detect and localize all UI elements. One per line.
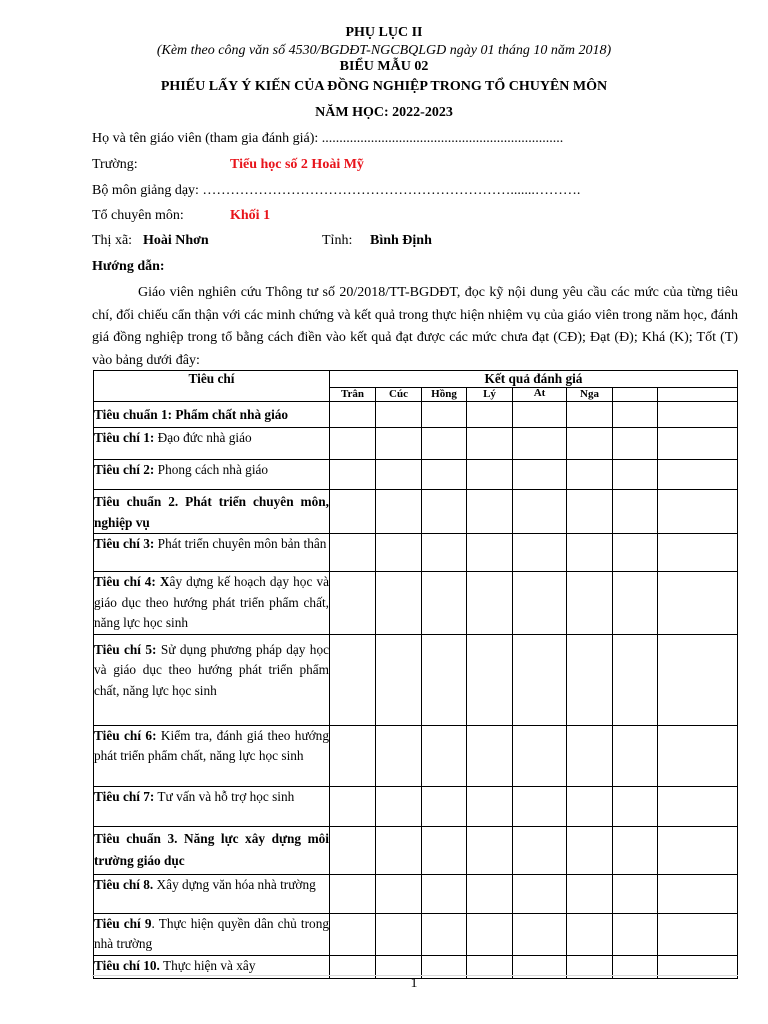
score-cell[interactable] [513, 402, 567, 428]
table-row [94, 874, 738, 913]
score-cell[interactable] [567, 460, 613, 490]
table-row [94, 634, 738, 725]
name-header [658, 388, 738, 402]
score-cell[interactable] [613, 826, 658, 874]
group-line [92, 208, 271, 224]
score-cell[interactable] [467, 428, 513, 460]
score-cell[interactable] [330, 428, 376, 460]
attachment-note: (Kèm theo công văn số 4530/BGDĐT-NGCBQLGD ngày 01 tháng 10 năm 2018) [156, 43, 612, 58]
score-cell[interactable] [376, 634, 422, 725]
score-cell[interactable] [513, 874, 567, 913]
guide-heading: Hướng dẫn: [92, 259, 165, 274]
score-cell[interactable] [376, 534, 422, 572]
score-cell[interactable] [422, 725, 467, 786]
score-cell[interactable] [613, 786, 658, 826]
score-cell[interactable] [376, 725, 422, 786]
score-cell[interactable] [422, 634, 467, 725]
score-cell[interactable] [567, 913, 613, 955]
score-cell[interactable] [513, 725, 567, 786]
score-cell[interactable] [330, 534, 376, 572]
score-cell[interactable] [658, 490, 738, 534]
score-cell[interactable] [613, 534, 658, 572]
criterion-bold: Tiêu chuẩn 1: Phẩm chất nhà giáo [94, 407, 289, 422]
criterion-text: Sử dụng phương pháp dạy học và giáo dục theo hướng phát triển phẩm chất, năng lực học sinh [94, 641, 329, 698]
score-cell[interactable] [376, 874, 422, 913]
score-cell[interactable] [376, 490, 422, 534]
score-cell[interactable] [376, 402, 422, 428]
score-cell[interactable] [513, 913, 567, 955]
score-cell[interactable] [330, 572, 376, 635]
score-cell[interactable] [330, 490, 376, 534]
name-header [613, 388, 658, 402]
score-cell[interactable] [467, 786, 513, 826]
name-header: Cúc [376, 388, 422, 402]
table-row [94, 534, 738, 572]
score-cell[interactable] [658, 786, 738, 826]
table-row [94, 725, 738, 786]
town-value: Hoài Nhơn [143, 233, 209, 248]
score-cell[interactable] [376, 826, 422, 874]
criterion-text: Kiểm tra, đánh giá theo hướng phát triển phẩm chất, năng lực học sinh [94, 727, 329, 763]
score-cell[interactable] [376, 572, 422, 635]
form-number: BIỂU MẪU 02 [339, 59, 429, 74]
score-cell[interactable] [658, 725, 738, 786]
score-cell[interactable] [658, 428, 738, 460]
criterion-bold: Tiêu chí 7: [94, 788, 155, 804]
score-cell[interactable] [422, 428, 467, 460]
score-cell[interactable] [567, 490, 613, 534]
criterion-bold: Tiêu chí 8. [94, 876, 154, 892]
score-cell[interactable] [567, 534, 613, 572]
criterion-text: Tư vấn và hỗ trợ học sinh [154, 788, 295, 804]
name-header: Trân [330, 388, 376, 402]
criterion-bold: Tiêu chuẩn 3. Năng lực xây dựng môi trường giáo dục [94, 831, 329, 868]
guide-text: Giáo viên nghiên cứu Thông tư số 20/2018/TT-BGDĐT, đọc kỹ nội dung yêu cầu các mức của từng tiêu chí, đối chiếu cẩn thận với các minh chứng và kết quả trong thực hiện nhiệm vụ của giáo viên trong năm học, đánh giá đồng nghiệp trong tổ bằng cách điền vào kết quả đạt được các mức chưa đạt (CĐ); Đạt (Đ); Khá (K); Tốt (T) vào bảng dưới đây: [92, 285, 738, 368]
table-row [94, 913, 738, 955]
score-cell[interactable] [467, 534, 513, 572]
score-cell[interactable] [613, 572, 658, 635]
subject-line: Bộ môn giảng dạy: ………………………………………………………….......………. [92, 183, 581, 198]
score-cell[interactable] [376, 913, 422, 955]
score-cell[interactable] [467, 460, 513, 490]
score-cell[interactable] [513, 428, 567, 460]
criterion-bold: Tiêu chí 6: [94, 727, 157, 743]
criterion-bold: Tiêu chí 9 [94, 915, 152, 931]
school-label: Trường: [92, 157, 138, 172]
criterion-text: . Thực hiện quyền dân chủ trong nhà trường [94, 915, 329, 951]
name-header: Nga [567, 388, 613, 402]
score-cell[interactable] [422, 826, 467, 874]
score-cell[interactable] [613, 725, 658, 786]
table-row [94, 460, 738, 490]
score-cell[interactable] [330, 826, 376, 874]
score-cell[interactable] [422, 874, 467, 913]
score-cell[interactable] [658, 826, 738, 874]
score-cell[interactable] [567, 874, 613, 913]
score-cell[interactable] [658, 460, 738, 490]
name-header: Lý [467, 388, 513, 402]
criterion-text: ây dựng kế hoạch dạy học và giáo dục theo hướng phát triển phẩm chất, năng lực học sinh [94, 574, 329, 630]
score-cell[interactable] [567, 428, 613, 460]
score-cell[interactable] [330, 913, 376, 955]
table-row [94, 572, 738, 635]
score-cell[interactable] [376, 428, 422, 460]
table-row [94, 490, 738, 534]
criterion-text: Phát triển chuyên môn bản thân [154, 536, 327, 551]
criterion-text: Xây dựng văn hóa nhà trường [153, 876, 316, 892]
score-cell[interactable] [513, 786, 567, 826]
score-cell[interactable] [467, 634, 513, 725]
score-cell[interactable] [658, 402, 738, 428]
result-column-header: Kết quả đánh giá [330, 371, 738, 388]
score-cell[interactable] [467, 874, 513, 913]
score-cell[interactable] [658, 634, 738, 725]
score-cell[interactable] [467, 490, 513, 534]
criterion-text: Đạo đức nhà giáo [154, 430, 252, 445]
score-cell[interactable] [330, 874, 376, 913]
score-cell[interactable] [376, 460, 422, 490]
score-cell[interactable] [613, 913, 658, 955]
score-cell[interactable] [330, 634, 376, 725]
score-cell[interactable] [567, 786, 613, 826]
score-cell[interactable] [330, 725, 376, 786]
score-cell[interactable] [467, 402, 513, 428]
score-cell[interactable] [513, 572, 567, 635]
score-cell[interactable] [376, 786, 422, 826]
page-number: 1 [410, 976, 418, 991]
score-cell[interactable] [513, 490, 567, 534]
score-cell[interactable] [613, 402, 658, 428]
school-value: Tiểu học số 2 Hoài Mỹ [230, 157, 364, 172]
province-value: Bình Định [370, 233, 432, 248]
score-cell[interactable] [467, 572, 513, 635]
school-year: NĂM HỌC: 2022-2023 [315, 105, 453, 120]
criterion-bold: Tiêu chí 4: X [94, 574, 170, 589]
criterion-bold: Tiêu chuẩn 2. Phát triển chuyên môn, nghiệp vụ [94, 494, 329, 530]
score-cell[interactable] [567, 634, 613, 725]
criterion-bold: Tiêu chí 3: [94, 536, 155, 551]
criterion-bold: Tiêu chí 5: [94, 641, 157, 657]
table-row [94, 786, 738, 826]
score-cell[interactable] [422, 786, 467, 826]
score-cell[interactable] [467, 826, 513, 874]
score-cell[interactable] [567, 826, 613, 874]
table-row [94, 428, 738, 460]
score-cell[interactable] [467, 725, 513, 786]
appendix-heading: PHỤ LỤC II [345, 25, 423, 40]
score-cell[interactable] [613, 634, 658, 725]
score-cell[interactable] [467, 913, 513, 955]
score-cell[interactable] [330, 786, 376, 826]
score-cell[interactable] [658, 913, 738, 955]
score-cell[interactable] [613, 428, 658, 460]
score-cell[interactable] [613, 460, 658, 490]
score-cell[interactable] [422, 572, 467, 635]
score-cell[interactable] [613, 490, 658, 534]
score-cell[interactable] [658, 534, 738, 572]
criteria-column-header: Tiêu chí [94, 371, 330, 402]
school-line [92, 157, 364, 173]
group-label: Tổ chuyên môn: [92, 208, 184, 223]
criterion-bold: Tiêu chí 2: [94, 462, 155, 477]
score-cell[interactable] [658, 572, 738, 635]
name-header: Hồng [422, 388, 467, 402]
score-cell[interactable] [422, 460, 467, 490]
town-label: Thị xã: [92, 233, 133, 248]
score-cell[interactable] [513, 826, 567, 874]
score-cell[interactable] [330, 402, 376, 428]
score-cell[interactable] [513, 634, 567, 725]
group-value: Khối 1 [230, 208, 271, 223]
score-cell[interactable] [567, 572, 613, 635]
province-label: Tỉnh: [322, 233, 353, 248]
score-cell[interactable] [513, 460, 567, 490]
score-cell[interactable] [658, 874, 738, 913]
score-cell[interactable] [422, 490, 467, 534]
criterion-bold: Tiêu chí 1: [94, 430, 155, 445]
score-cell[interactable] [330, 460, 376, 490]
table-row [94, 826, 738, 874]
score-cell[interactable] [567, 725, 613, 786]
score-cell[interactable] [567, 402, 613, 428]
name-header: At [513, 388, 567, 402]
score-cell[interactable] [613, 874, 658, 913]
criterion-text: Thực hiện và xây [159, 957, 256, 973]
score-cell[interactable] [422, 402, 467, 428]
criterion-text: Phong cách nhà giáo [154, 462, 269, 477]
score-cell[interactable] [513, 534, 567, 572]
evaluation-table [93, 370, 738, 979]
location-line [92, 233, 432, 249]
document-title: PHIẾU LẤY Ý KIẾN CỦA ĐỒNG NGHIỆP TRONG TỔ CHUYÊN MÔN [160, 79, 608, 94]
criterion-bold: Tiêu chí 10. [94, 957, 160, 973]
table-row [94, 402, 738, 428]
score-cell[interactable] [422, 913, 467, 955]
score-cell[interactable] [422, 534, 467, 572]
teacher-name-line: Họ và tên giáo viên (tham gia đánh giá): ..................................................................... [92, 131, 564, 146]
